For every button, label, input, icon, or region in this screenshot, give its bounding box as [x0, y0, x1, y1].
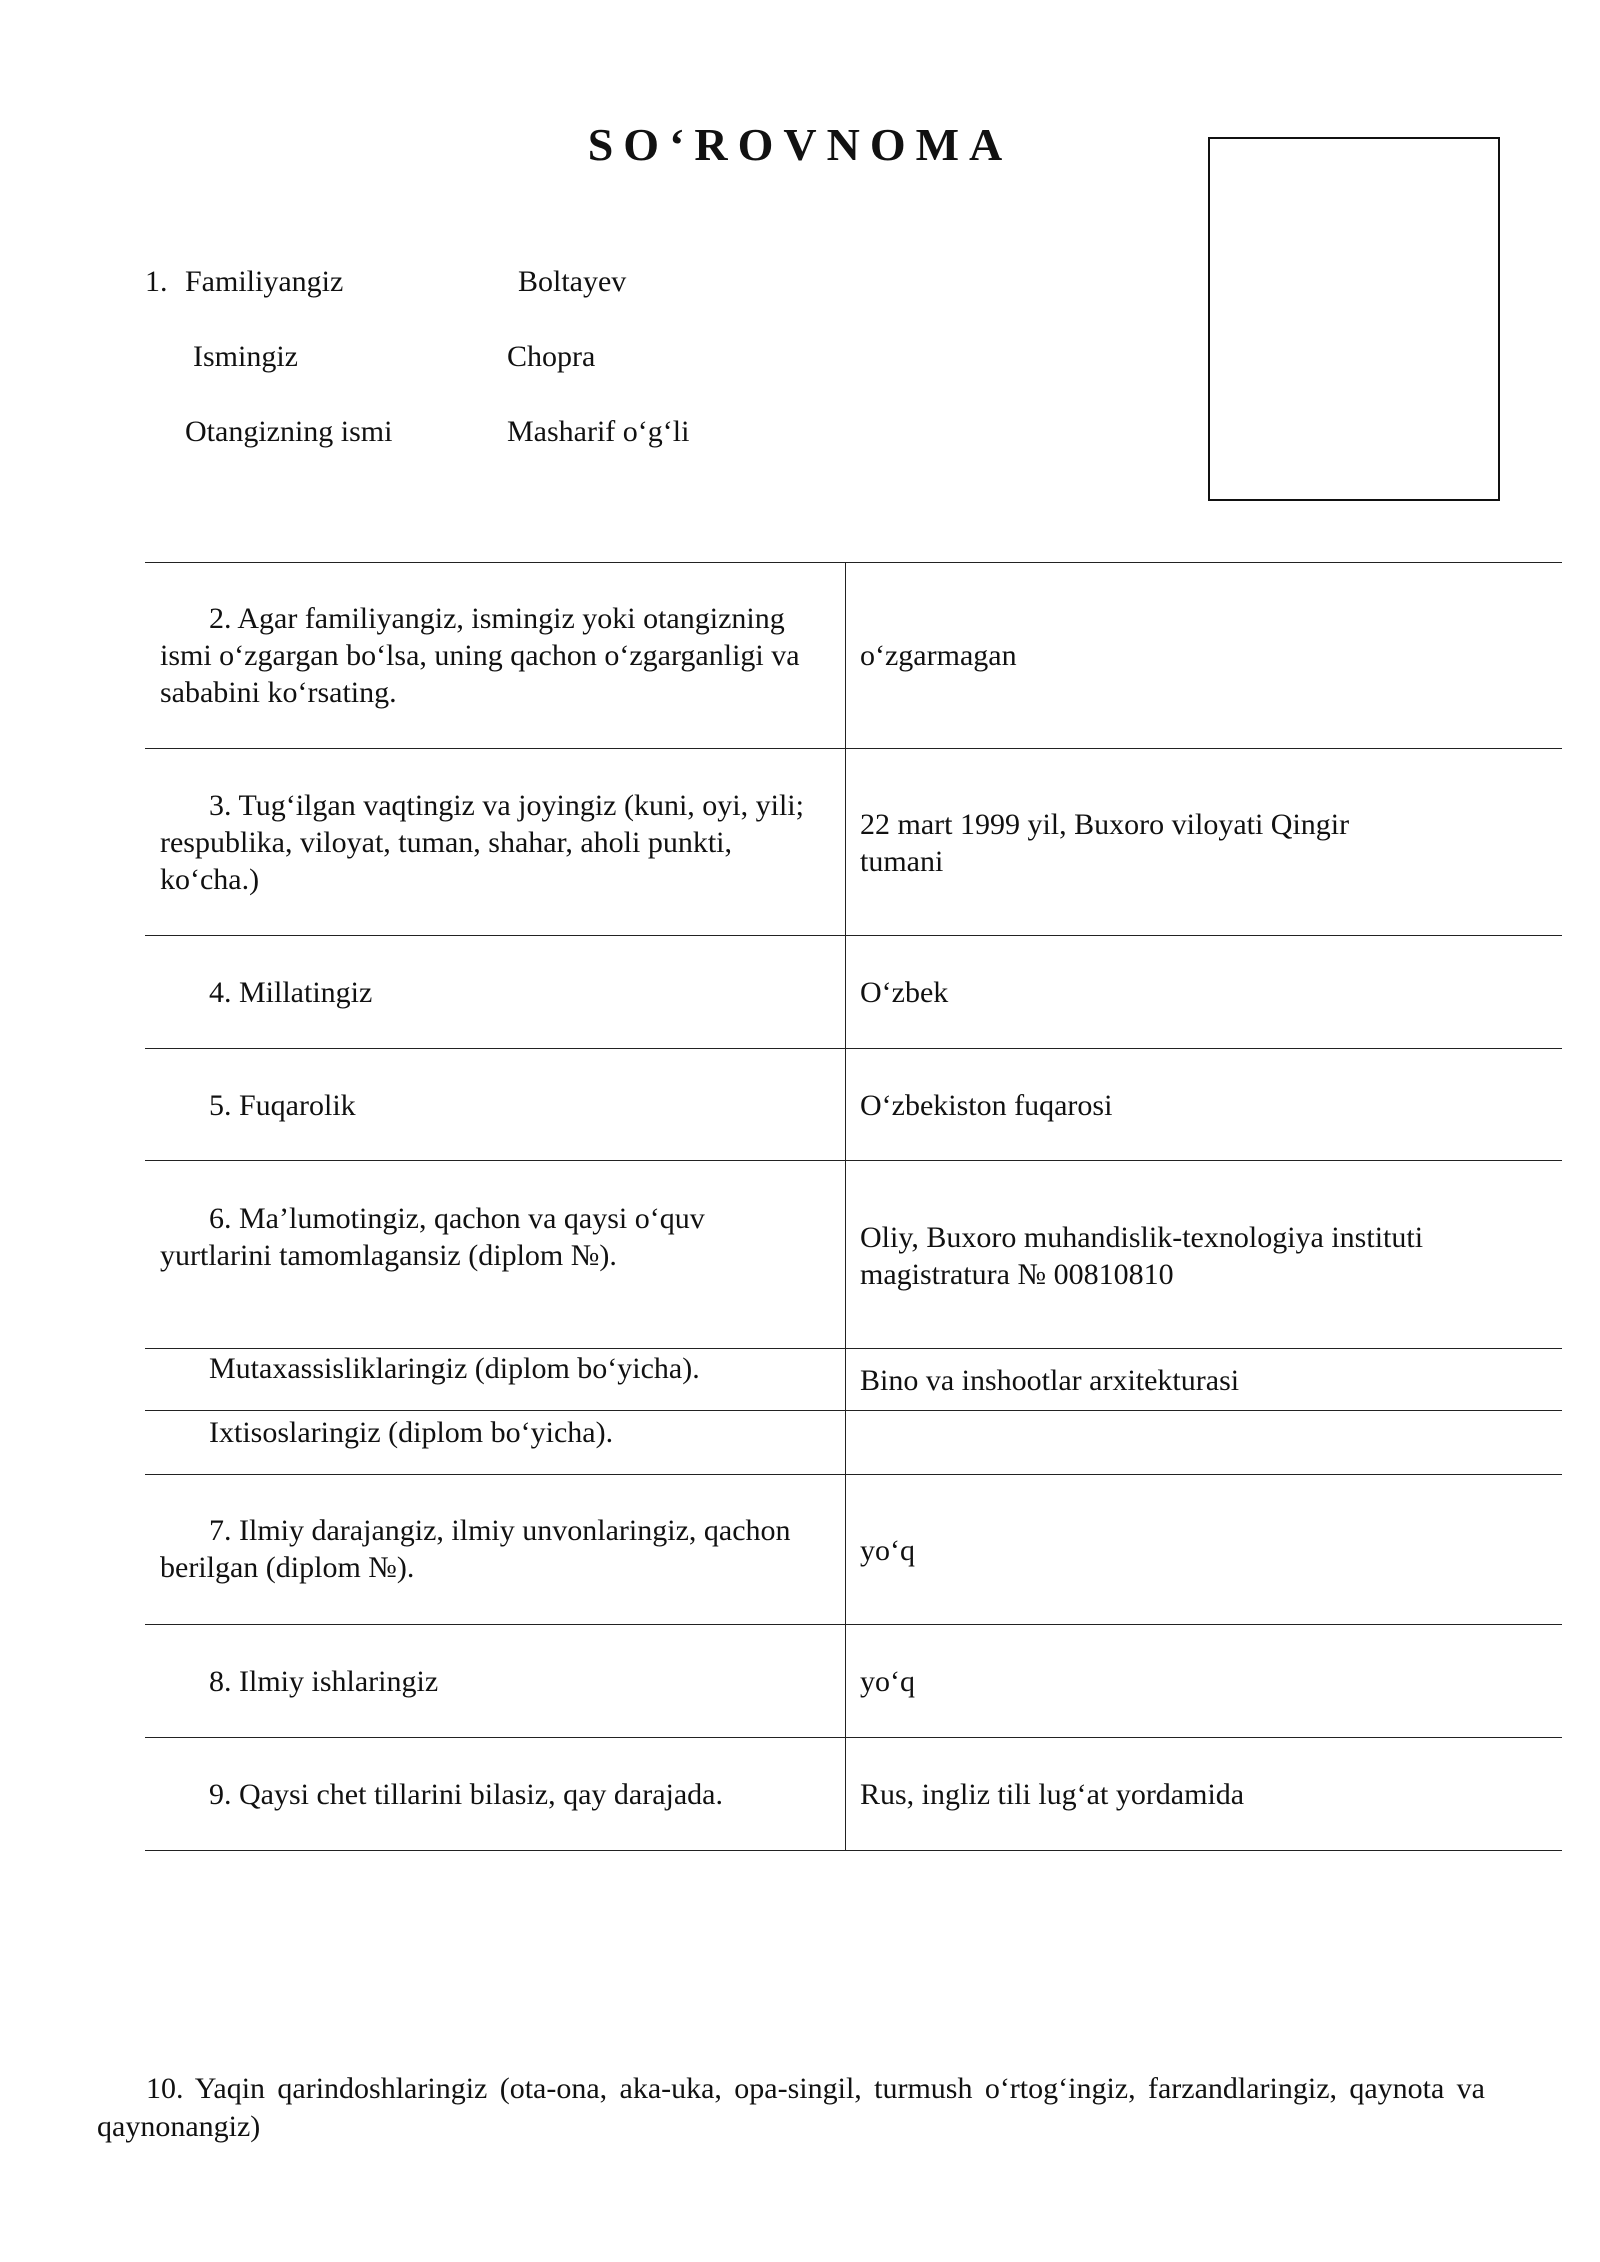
- table-line: [145, 1160, 1562, 1161]
- photo-placeholder: [1208, 137, 1500, 501]
- table-row-question: Ixtisoslaringiz (diplom bo‘yicha).: [209, 1416, 614, 1449]
- table-line: [145, 748, 1562, 749]
- table-row-question: 8. Ilmiy ishlaringiz: [209, 1665, 439, 1698]
- table-row-question: 6. Ma’lumotingiz, qachon va qaysi o‘quv yurtlarini tamomlagansiz (diplom №).: [160, 1202, 705, 1272]
- item-number: 1.: [145, 265, 168, 298]
- table-line: [145, 1410, 1562, 1411]
- table-row-question: Mutaxassisliklaringiz (diplom bo‘yicha).: [209, 1352, 700, 1385]
- table-row-answer: Oliy, Buxoro muhandislik-texnologiya instituti magistratura № 00810810: [860, 1221, 1424, 1291]
- table-line: [145, 935, 1562, 936]
- patronymic-value: Masharif o‘g‘li: [507, 415, 690, 448]
- name-value: Chopra: [507, 340, 596, 373]
- page-title: SO‘ROVNOMA: [587, 119, 1013, 170]
- table-row-answer: Rus, ingliz tili lug‘at yordamida: [860, 1778, 1245, 1811]
- table-row-answer: o‘zgarmagan: [860, 639, 1017, 672]
- relatives-paragraph: 10. Yaqin qarindoshlaringiz (ota-ona, aka-uka, opa-singil, turmush o‘rtog‘ingiz, farzandlaringiz, qaynota va qaynonangiz): [97, 2072, 1485, 2143]
- name-label: Ismingiz: [193, 340, 298, 373]
- table-row-answer: 22 mart 1999 yil, Buxoro viloyati Qingir tumani: [860, 808, 1350, 878]
- table-line: [145, 1048, 1562, 1049]
- surname-label: Familiyangiz: [185, 265, 344, 298]
- table-row-question: 5. Fuqarolik: [209, 1089, 356, 1122]
- table-line: [145, 1850, 1562, 1851]
- table-divider: [845, 562, 846, 1850]
- surname-value: Boltayev: [518, 265, 627, 298]
- table-row-answer: O‘zbek: [860, 976, 949, 1009]
- table-row-answer: Bino va inshootlar arxitekturasi: [860, 1364, 1240, 1397]
- table-line: [145, 1737, 1562, 1738]
- table-row-answer: yo‘q: [860, 1534, 915, 1567]
- table-row-question: 2. Agar familiyangiz, ismingiz yoki otangizning ismi o‘zgargan bo‘lsa, uning qachon o‘zgarganligi va sababini ko‘rsating.: [160, 602, 800, 709]
- table-line: [145, 562, 1562, 563]
- table-row-question: 9. Qaysi chet tillarini bilasiz, qay darajada.: [209, 1778, 723, 1811]
- table-line: [145, 1348, 1562, 1349]
- table-row-question: 3. Tug‘ilgan vaqtingiz va joyingiz (kuni, oyi, yili; respublika, viloyat, tuman, shahar, aholi punkti, ko‘cha.): [160, 789, 804, 896]
- table-line: [145, 1474, 1562, 1475]
- table-row-question: 4. Millatingiz: [209, 976, 373, 1009]
- table-row-answer: yo‘q: [860, 1665, 915, 1698]
- table-line: [145, 1624, 1562, 1625]
- patronymic-label: Otangizning ismi: [185, 415, 393, 448]
- table-row-answer: O‘zbekiston fuqarosi: [860, 1089, 1113, 1122]
- table-row-question: 7. Ilmiy darajangiz, ilmiy unvonlaringiz, qachon berilgan (diplom №).: [160, 1514, 791, 1584]
